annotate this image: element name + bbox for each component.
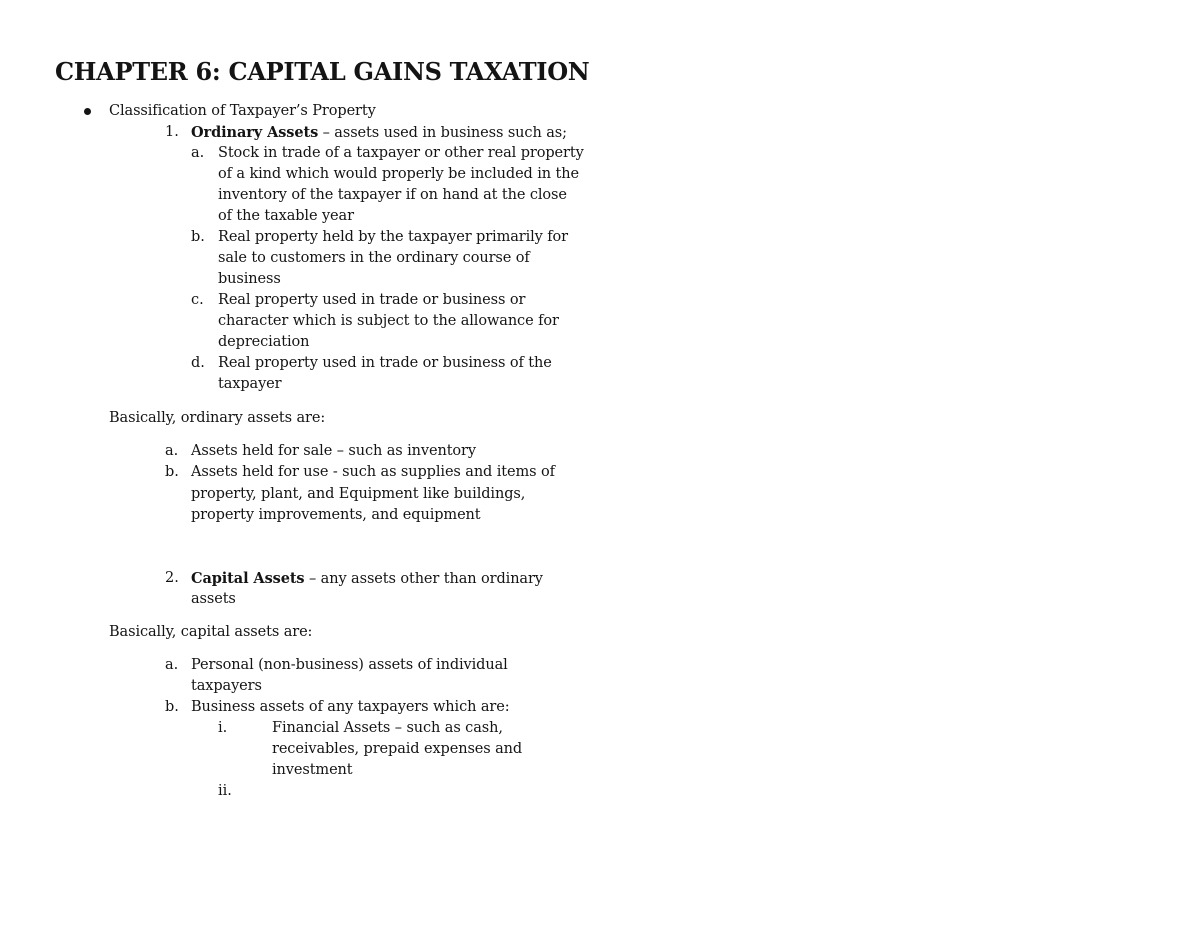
- bullet-item-text: Classification of Taxpayer’s Property: [109, 103, 376, 119]
- ordinary-assets-desc: – assets used in business such as;: [318, 125, 567, 141]
- page-title: CHAPTER 6: CAPITAL GAINS TAXATION: [55, 57, 590, 86]
- list-item-line: taxpayer: [218, 376, 282, 392]
- list-label: ii.: [218, 783, 232, 799]
- list-label: i.: [218, 720, 228, 736]
- list-item-line: assets: [191, 591, 236, 607]
- capital-assets-heading: [191, 568, 543, 590]
- list-item-line: depreciation: [218, 334, 310, 350]
- list-item-line: Business assets of any taxpayers which are:: [191, 699, 510, 715]
- list-label: d.: [191, 355, 205, 371]
- list-item-line: inventory of the taxpayer if on hand at the close: [218, 187, 567, 203]
- list-item-line: Personal (non-business) assets of individual: [191, 657, 508, 673]
- capital-basically-intro: Basically, capital assets are:: [109, 624, 313, 640]
- list-item-line: sale to customers in the ordinary course of: [218, 250, 530, 266]
- list-label: a.: [165, 657, 179, 673]
- list-item-line: property, plant, and Equipment like buildings,: [191, 486, 526, 502]
- list-number: 1.: [165, 124, 179, 140]
- capital-assets-desc: – any assets other than ordinary: [304, 571, 543, 587]
- list-label: b.: [165, 464, 179, 480]
- list-item-line: Financial Assets – such as cash,: [272, 720, 503, 736]
- list-item-line: Real property used in trade or business of the: [218, 355, 552, 371]
- list-item-line: Real property held by the taxpayer primarily for: [218, 229, 569, 245]
- list-item-line: Assets held for use - such as supplies and items of: [191, 464, 555, 480]
- list-item-line: character which is subject to the allowance for: [218, 313, 559, 329]
- list-label: a.: [165, 443, 179, 459]
- ordinary-basically-intro: Basically, ordinary assets are:: [109, 410, 326, 426]
- list-item-line: Stock in trade of a taxpayer or other real property: [218, 145, 584, 161]
- bullet-dot-icon: [84, 108, 91, 115]
- list-item-line: property improvements, and equipment: [191, 507, 481, 523]
- list-item-line: Assets held for sale – such as inventory: [191, 443, 476, 459]
- list-item-line: Real property used in trade or business or: [218, 292, 526, 308]
- capital-assets-term: Capital Assets: [191, 570, 305, 587]
- list-item-line: taxpayers: [191, 678, 262, 694]
- list-item-line: investment: [272, 762, 353, 778]
- list-item-line: receivables, prepaid expenses and: [272, 741, 523, 757]
- ordinary-assets-term: Ordinary Assets: [191, 124, 319, 141]
- list-item-line: of the taxable year: [218, 208, 354, 224]
- list-number: 2.: [165, 570, 179, 586]
- list-label: c.: [191, 292, 204, 308]
- ordinary-assets-heading: [191, 122, 567, 144]
- list-label: a.: [191, 145, 205, 161]
- list-label: b.: [165, 699, 179, 715]
- list-item-line: of a kind which would properly be included in the: [218, 166, 579, 182]
- list-label: b.: [191, 229, 205, 245]
- list-item-line: business: [218, 271, 281, 287]
